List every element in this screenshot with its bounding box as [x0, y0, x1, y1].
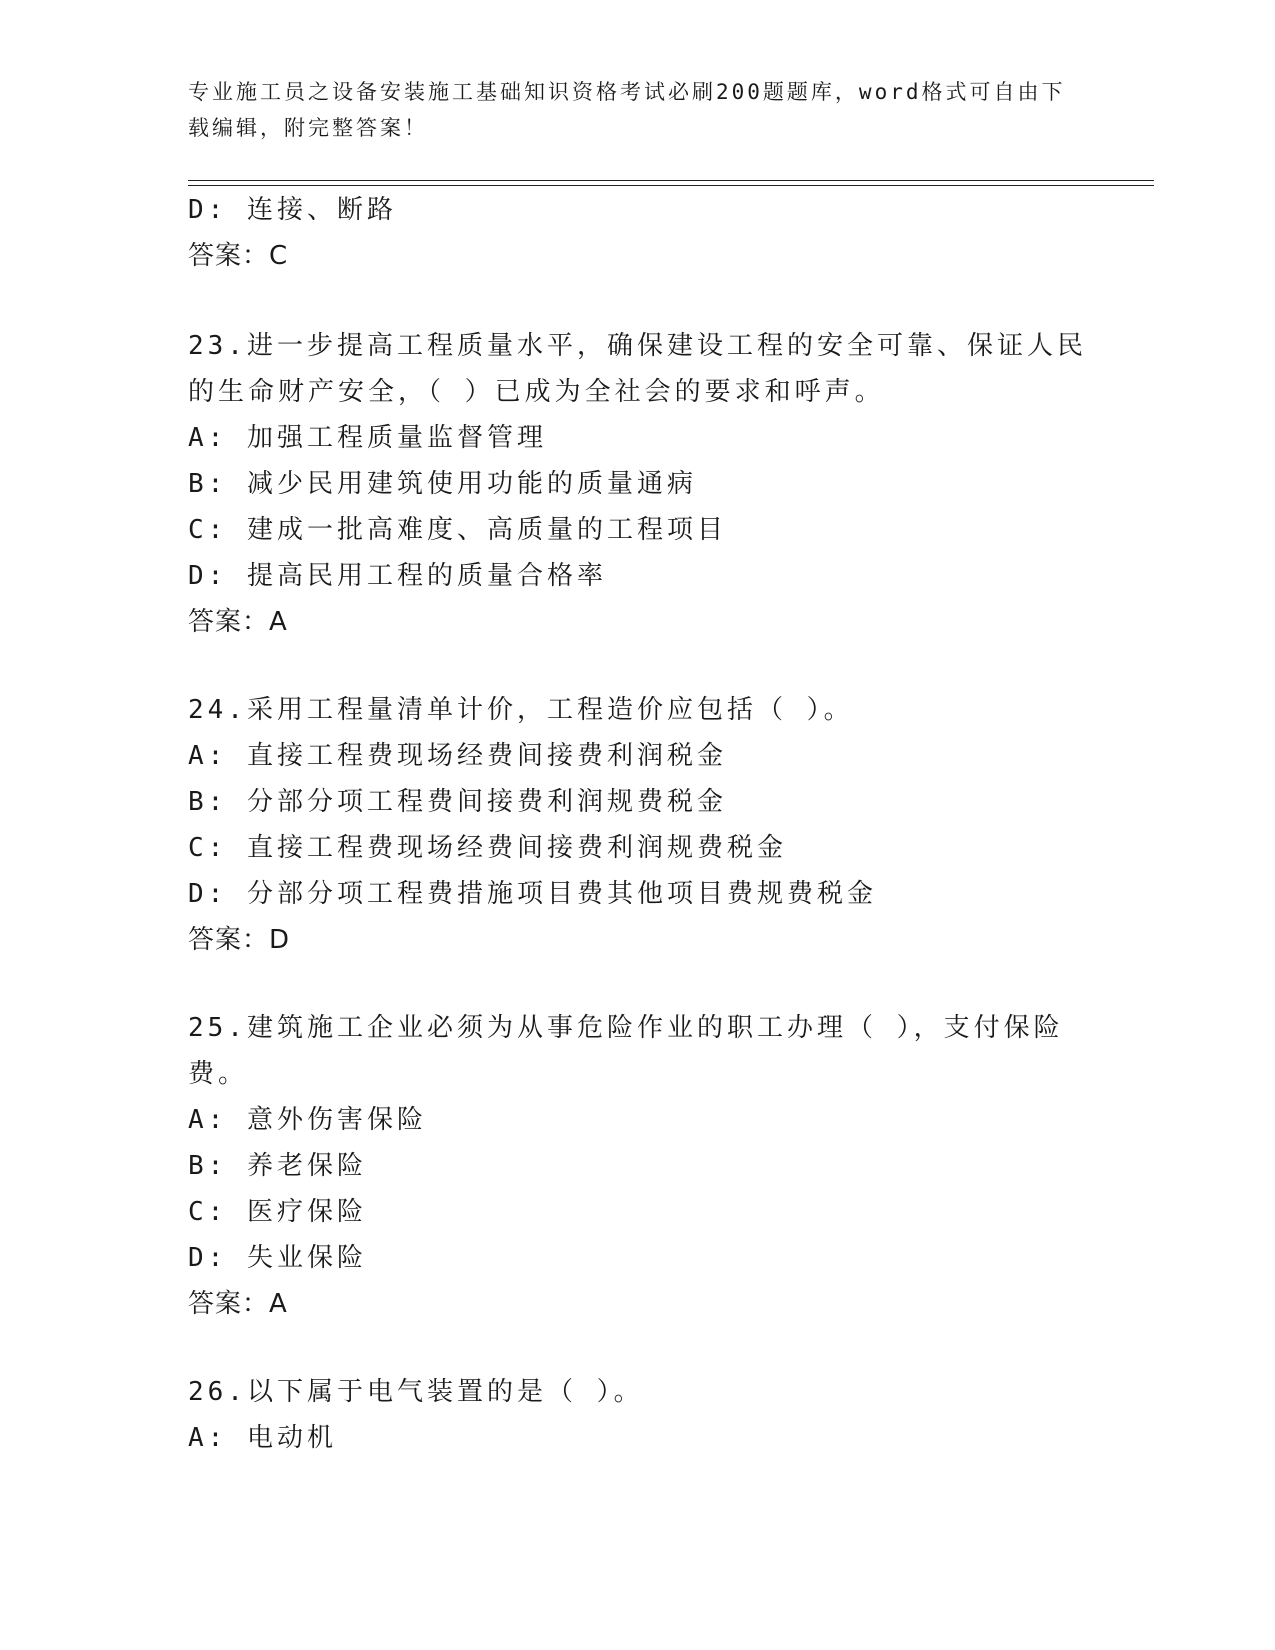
prev-question-option-d: D: 连接、断路 [188, 195, 397, 225]
option-b: B: 养老保险 [188, 1151, 367, 1181]
option-a: A: 意外伤害保险 [188, 1105, 427, 1135]
option-a: A: 电动机 [188, 1423, 337, 1453]
question-text: 24.采用工程量清单计价，工程造价应包括（ ）。 [188, 695, 854, 725]
answer: 答案：A [188, 1289, 288, 1319]
option-c: C: 直接工程费现场经费间接费利润规费税金 [188, 833, 787, 863]
option-c: C: 医疗保险 [188, 1197, 367, 1227]
question-25 [188, 1005, 1088, 1327]
option-a: A: 直接工程费现场经费间接费利润税金 [188, 741, 727, 771]
prev-question-answer: 答案：C [188, 241, 289, 271]
answer: 答案：A [188, 607, 288, 637]
answer: 答案：D [188, 925, 291, 955]
option-a: A: 加强工程质量监督管理 [188, 423, 547, 453]
option-b: B: 减少民用建筑使用功能的质量通病 [188, 469, 697, 499]
question-24 [188, 687, 1088, 963]
question-26 [188, 1369, 1088, 1461]
option-c: C: 建成一批高难度、高质量的工程项目 [188, 515, 727, 545]
document-body [188, 187, 1088, 1461]
header-divider [188, 180, 1154, 186]
question-text: 26.以下属于电气装置的是（ ）。 [188, 1377, 644, 1407]
option-d: D: 分部分项工程费措施项目费其他项目费规费税金 [188, 879, 877, 909]
question-text: 25.建筑施工企业必须为从事危险作业的职工办理（ ），支付保险费。 [188, 1013, 1064, 1089]
option-b: B: 分部分项工程费间接费利润规费税金 [188, 787, 727, 817]
page-header: 专业施工员之设备安装施工基础知识资格考试必刷200题题库，word格式可自由下载编辑，附完整答案！ [188, 80, 1066, 140]
question-text: 23.进一步提高工程质量水平，确保建设工程的安全可靠、保证人民的生命财产安全，（ ）已成为全社会的要求和呼声。 [188, 331, 1087, 407]
option-d: D: 失业保险 [188, 1243, 367, 1273]
option-d: D: 提高民用工程的质量合格率 [188, 561, 607, 591]
question-23 [188, 323, 1088, 645]
